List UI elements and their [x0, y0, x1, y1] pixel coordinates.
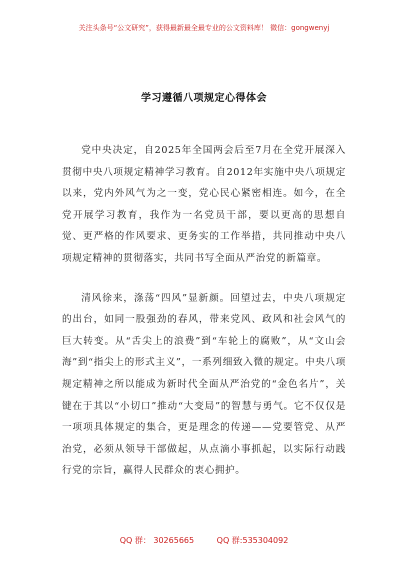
- qq-group-1: QQ 群： 30265665: [119, 536, 195, 545]
- paragraph-1: 党中央决定，自2025年全国两会后至7月在全党开展深入贯彻中央八项规定精神学习教育。自2012年实施中央八项规定以来，党内外风气为之一变，党心民心紧密相连。如今，在全党开展学习教育，我作为一名党员干部，要以更高的思想自觉、更严格的作风要求、更务实的工作举措，共同推动中央八项规定精神的贯彻落实，共同书写全面从严治党的新篇章。: [62, 145, 346, 264]
- paragraph-2: 清风徐来，涤荡“四风”显新颜。回望过去，中央八项规定的出台，如同一股强劲的春风，带来党风、政风和社会风气的巨大转变。从“舌尖上的浪费”到“车轮上的腐败”，从“文山会海”到“指尖上的形式主义”，一系列细致入微的规定。中央八项规定精神之所以能成为新时代全面从严治党的“金色名片”，关键在于其以“小切口”推动“大变局”的智慧与勇气。它不仅仅是一项项具体规定的集合，更是理念的传递——党要管党、从严治党，必须从领导干部做起，从点滴小事抓起，以实际行动践行党的宗旨，赢得人民群众的衷心拥护。: [62, 292, 346, 477]
- document-body: [62, 140, 346, 500]
- header-notice: 关注头条号“公文研究”，获得最新最全最专业的公文资料库！ 微信：gongwenyj: [78, 24, 330, 32]
- footer-contacts: [0, 536, 408, 546]
- document-title: 学习遵循八项规定心得体会: [141, 93, 267, 104]
- qq-group-2: QQ 群:535304092: [216, 536, 289, 545]
